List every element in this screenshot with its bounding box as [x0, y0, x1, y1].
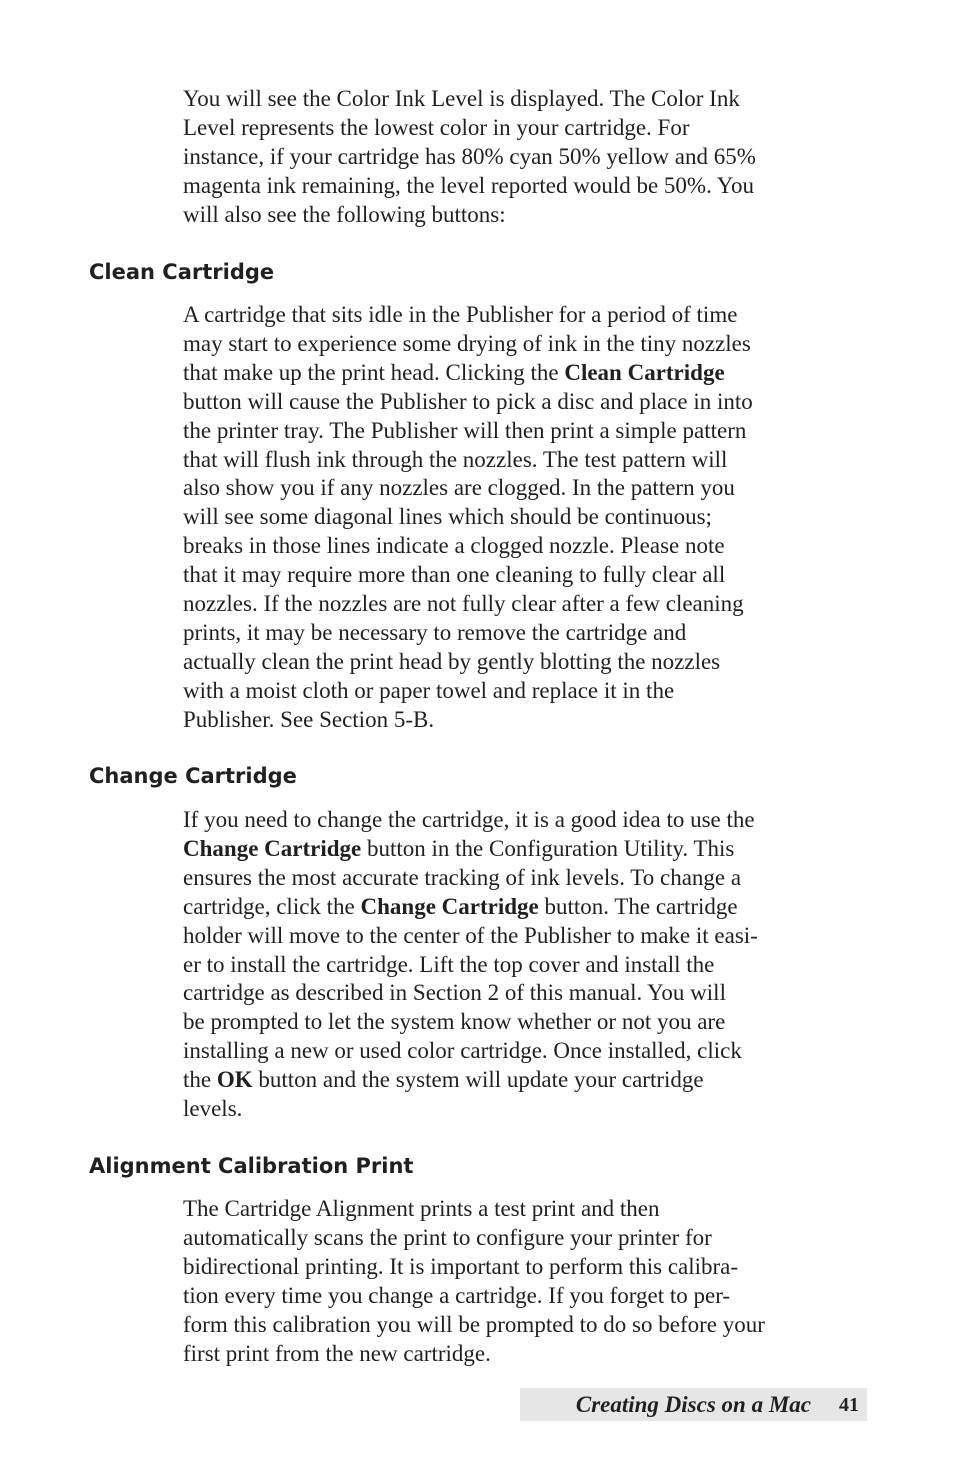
text-line: with a moist cloth or paper towel and replace it in the	[183, 677, 675, 703]
text-line: that it may require more than one cleaning to fully clear all	[183, 562, 726, 588]
text-line: You will see the Color Ink Level is displayed. The Color Ink	[183, 86, 740, 111]
alignment-calibration-paragraph	[183, 1195, 873, 1368]
intro-paragraph	[183, 85, 873, 230]
text-line: magenta ink remaining, the level reported would be 50%. You	[183, 172, 755, 198]
text-line: also show you if any nozzles are clogged. In the pattern you	[183, 475, 735, 501]
text-line: holder will move to the center of the Publisher to make it easi-	[183, 922, 758, 948]
text-line: first print from the new cartridge.	[183, 1340, 491, 1366]
text-line: breaks in those lines indicate a clogged nozzle. Please note	[183, 533, 725, 559]
section-heading-alignment-calibration: Alignment Calibration Print	[89, 1154, 414, 1178]
text-line: button will cause the Publisher to pick a disc and place in into	[183, 388, 753, 414]
text-line: cartridge as described in Section 2 of this manual. You will	[183, 980, 726, 1006]
bold-button-name: Clean Cartridge	[564, 359, 725, 385]
text-line: The Cartridge Alignment prints a test print and then	[183, 1196, 660, 1221]
text-line: nozzles. If the nozzles are not fully clear after a few cleaning	[183, 591, 744, 617]
text-line: be prompted to let the system know whether or not you are	[183, 1009, 726, 1035]
text-line: will see some diagonal lines which should be continuous;	[183, 504, 712, 530]
text-line: tion every time you change a cartridge. If you forget to per-	[183, 1282, 731, 1308]
page-number: 41	[839, 1394, 859, 1416]
text-line	[183, 835, 873, 864]
text-segment: cartridge, click the	[183, 893, 361, 919]
clean-cartridge-paragraph	[183, 301, 873, 735]
text-line: Publisher. See Section 5-B.	[183, 706, 435, 732]
text-line: that will flush ink through the nozzles. The test pattern will	[183, 446, 728, 472]
text-line: actually clean the print head by gently blotting the nozzles	[183, 648, 721, 674]
text-line: If you need to change the cartridge, it is a good idea to use the	[183, 807, 755, 832]
page-footer	[520, 1388, 867, 1421]
text-line: er to install the cartridge. Lift the top cover and install the	[183, 951, 715, 977]
text-segment: the	[183, 1067, 217, 1093]
text-line: bidirectional printing. It is important to perform this calibra-	[183, 1253, 739, 1279]
text-line: the printer tray. The Publisher will then print a simple pattern	[183, 417, 747, 443]
text-line: Level represents the lowest color in your cartridge. For	[183, 114, 690, 140]
bold-button-name: Change Cartridge	[360, 893, 539, 919]
footer-chapter-title: Creating Discs on a Mac	[575, 1392, 811, 1417]
section-heading-clean-cartridge: Clean Cartridge	[89, 260, 275, 284]
text-line	[183, 1066, 873, 1095]
text-line: A cartridge that sits idle in the Publisher for a period of time	[183, 302, 738, 327]
text-line	[183, 359, 873, 388]
text-segment: button in the Configuration Utility. This	[361, 835, 735, 861]
text-segment: that make up the print head. Clicking the	[183, 359, 565, 385]
text-segment: button and the system will update your cartridge	[252, 1067, 704, 1093]
bold-button-name: Change Cartridge	[183, 835, 362, 861]
text-line: will also see the following buttons:	[183, 201, 506, 227]
section-heading-change-cartridge: Change Cartridge	[89, 764, 297, 788]
bold-button-name: OK	[216, 1067, 253, 1093]
text-line: instance, if your cartridge has 80% cyan 50% yellow and 65%	[183, 143, 756, 169]
text-line: may start to experience some drying of ink in the tiny nozzles	[183, 330, 751, 356]
text-segment: button. The cartridge	[538, 893, 738, 919]
text-line: levels.	[183, 1096, 243, 1122]
text-line: automatically scans the print to configure your printer for	[183, 1224, 712, 1250]
text-line: installing a new or used color cartridge. Once installed, click	[183, 1038, 742, 1064]
text-line: prints, it may be necessary to remove the cartridge and	[183, 619, 687, 645]
text-line: form this calibration you will be prompted to do so before your	[183, 1311, 765, 1337]
text-line: ensures the most accurate tracking of ink levels. To change a	[183, 864, 742, 890]
change-cartridge-paragraph	[183, 806, 873, 1124]
text-line	[183, 893, 873, 922]
